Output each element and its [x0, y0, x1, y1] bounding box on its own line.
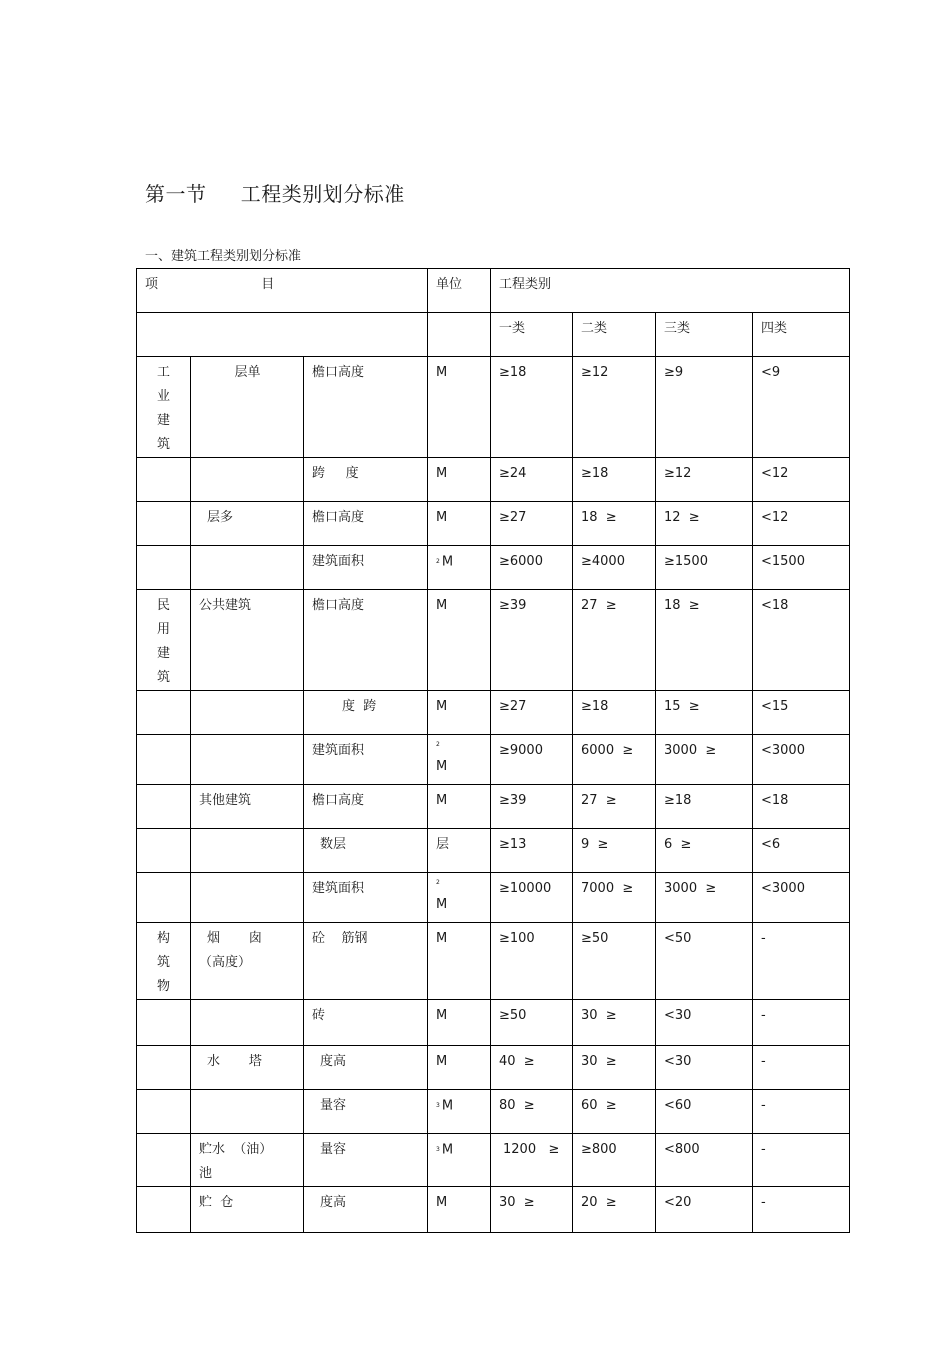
table-row [137, 590, 850, 691]
header-item: 项 目 [137, 269, 428, 313]
item-cell: 度 跨 [304, 691, 428, 735]
class2-cell: 6000 ≥ [573, 735, 656, 785]
group-blank [137, 1187, 191, 1233]
class1-cell: 80 ≥ [491, 1090, 573, 1134]
table-row [137, 502, 850, 546]
group-blank [137, 873, 191, 923]
group-char: 业 [156, 389, 170, 404]
class2-cell: ≥800 [573, 1134, 656, 1187]
class4-cell: <18 [753, 785, 850, 829]
table-row [137, 1090, 850, 1134]
header-blank [137, 313, 428, 357]
item-cell: 度高 [304, 1046, 428, 1090]
class4-cell: <3000 [753, 735, 850, 785]
class3-cell: ≥1500 [656, 546, 753, 590]
group-civil [137, 590, 191, 691]
class4-cell: - [753, 923, 850, 1000]
subgroup-cell: 其他建筑 [191, 785, 304, 829]
class4-cell: <15 [753, 691, 850, 735]
unit-superscript: 3 [436, 1146, 440, 1153]
unit-text: M [436, 759, 448, 774]
unit-cell [428, 873, 491, 923]
item-cell: 建筑面积 [304, 546, 428, 590]
group-blank [137, 502, 191, 546]
group-blank [137, 1090, 191, 1134]
subgroup-cell [191, 1000, 304, 1046]
unit-superscript: 2 [436, 879, 440, 886]
class3-cell: 3000 ≥ [656, 873, 753, 923]
subgroup-cell [191, 1090, 304, 1134]
header-row-2 [137, 313, 850, 357]
class1-cell: ≥6000 [491, 546, 573, 590]
item-cell: 建筑面积 [304, 735, 428, 785]
group-structures [137, 923, 191, 1000]
unit-cell: M [428, 1046, 491, 1090]
subgroup-line: 烟 囱 [207, 931, 262, 946]
subgroup-cell: 贮 仓 [191, 1187, 304, 1233]
table-row [137, 873, 850, 923]
class3-cell: <20 [656, 1187, 753, 1233]
class4-cell: <18 [753, 590, 850, 691]
item-cell: 檐口高度 [304, 502, 428, 546]
class1-cell: ≥27 [491, 502, 573, 546]
class1-cell: 40 ≥ [491, 1046, 573, 1090]
class3-cell: ≥9 [656, 357, 753, 458]
unit-cell: 层 [428, 829, 491, 873]
group-blank [137, 735, 191, 785]
unit-superscript: 2 [436, 558, 440, 565]
class4-cell: - [753, 1000, 850, 1046]
table-row [137, 458, 850, 502]
subgroup-cell [191, 735, 304, 785]
item-cell: 檐口高度 [304, 785, 428, 829]
class3-cell: <30 [656, 1000, 753, 1046]
group-char: 建 [156, 646, 170, 661]
header-class2: 二类 [573, 313, 656, 357]
group-char: 工 [156, 365, 170, 380]
subgroup-cell [191, 1134, 304, 1187]
group-blank [137, 1000, 191, 1046]
class2-cell: 7000 ≥ [573, 873, 656, 923]
class1-cell: ≥50 [491, 1000, 573, 1046]
class3-cell: 18 ≥ [656, 590, 753, 691]
subgroup-cell [191, 829, 304, 873]
item-cell: 度高 [304, 1187, 428, 1233]
class1-cell: ≥100 [491, 923, 573, 1000]
group-char: 筑 [156, 670, 170, 685]
unit-cell [428, 1134, 491, 1187]
class2-cell: 9 ≥ [573, 829, 656, 873]
class3-cell: 3000 ≥ [656, 735, 753, 785]
subgroup-line: 贮水 （油） [199, 1142, 273, 1157]
item-cell: 檐口高度 [304, 357, 428, 458]
subgroup-line: 池 [199, 1166, 213, 1181]
class1-cell: ≥18 [491, 357, 573, 458]
class4-cell: <12 [753, 458, 850, 502]
unit-cell: M [428, 1187, 491, 1233]
class3-cell: 15 ≥ [656, 691, 753, 735]
class1-cell: ≥39 [491, 785, 573, 829]
class1-cell: ≥9000 [491, 735, 573, 785]
unit-superscript: 3 [436, 1102, 440, 1109]
class4-cell: - [753, 1090, 850, 1134]
unit-cell: M [428, 357, 491, 458]
class4-cell: <9 [753, 357, 850, 458]
group-char: 筑 [156, 437, 170, 452]
class3-cell: 6 ≥ [656, 829, 753, 873]
unit-text: M [441, 554, 454, 570]
class2-cell: 20 ≥ [573, 1187, 656, 1233]
table-row [137, 691, 850, 735]
table-row [137, 829, 850, 873]
group-char: 民 [156, 598, 170, 613]
class2-cell: 60 ≥ [573, 1090, 656, 1134]
group-char: 物 [156, 979, 170, 994]
subgroup-cell [191, 691, 304, 735]
table-row [137, 923, 850, 1000]
class1-cell: ≥27 [491, 691, 573, 735]
unit-cell: M [428, 923, 491, 1000]
item-cell: 跨 度 [304, 458, 428, 502]
class4-cell: - [753, 1046, 850, 1090]
header-class4: 四类 [753, 313, 850, 357]
unit-cell: M [428, 502, 491, 546]
class4-cell: <1500 [753, 546, 850, 590]
unit-text: M [441, 1142, 454, 1158]
subgroup-cell: 层多 [191, 502, 304, 546]
group-industrial [137, 357, 191, 458]
class2-cell: ≥18 [573, 458, 656, 502]
class4-cell: <3000 [753, 873, 850, 923]
table-row [137, 1046, 850, 1090]
class1-cell: ≥39 [491, 590, 573, 691]
class1-cell: ≥13 [491, 829, 573, 873]
table-row [137, 785, 850, 829]
unit-cell [428, 546, 491, 590]
table-row [137, 546, 850, 590]
table-subtitle: 一、建筑工程类别划分标准 [145, 249, 302, 264]
class4-cell: - [753, 1187, 850, 1233]
group-blank [137, 829, 191, 873]
class2-cell: ≥50 [573, 923, 656, 1000]
item-cell: 数层 [304, 829, 428, 873]
item-cell: 量容 [304, 1134, 428, 1187]
class1-cell: 1200 ≥ [491, 1134, 573, 1187]
item-cell: 砼 筋钢 [304, 923, 428, 1000]
item-cell: 量容 [304, 1090, 428, 1134]
table-row [137, 1134, 850, 1187]
class1-cell: 30 ≥ [491, 1187, 573, 1233]
class3-cell: ≥18 [656, 785, 753, 829]
class2-cell: 27 ≥ [573, 590, 656, 691]
unit-superscript: 2 [436, 741, 440, 748]
group-char: 筑 [156, 955, 170, 970]
subgroup-cell [191, 546, 304, 590]
class1-cell: ≥24 [491, 458, 573, 502]
unit-cell: M [428, 785, 491, 829]
class3-cell: <60 [656, 1090, 753, 1134]
group-blank [137, 1046, 191, 1090]
class2-cell: ≥12 [573, 357, 656, 458]
group-blank [137, 458, 191, 502]
group-blank [137, 1134, 191, 1187]
group-char: 建 [156, 413, 170, 428]
class4-cell: - [753, 1134, 850, 1187]
unit-cell [428, 735, 491, 785]
class2-cell: 18 ≥ [573, 502, 656, 546]
class3-cell: 12 ≥ [656, 502, 753, 546]
subgroup-cell [191, 873, 304, 923]
table-row [137, 1187, 850, 1233]
section-title: 第一节 工程类别划分标准 [145, 182, 405, 206]
header-class1: 一类 [491, 313, 573, 357]
subgroup-cell: 水 塔 [191, 1046, 304, 1090]
header-unit: 单位 [428, 269, 491, 313]
classification-table [136, 268, 850, 1233]
subgroup-line: （高度） [199, 955, 252, 970]
unit-cell: M [428, 1000, 491, 1046]
table-row [137, 1000, 850, 1046]
class4-cell: <6 [753, 829, 850, 873]
class3-cell: <800 [656, 1134, 753, 1187]
subgroup-cell: 公共建筑 [191, 590, 304, 691]
header-class3: 三类 [656, 313, 753, 357]
class3-cell: <50 [656, 923, 753, 1000]
table-row [137, 735, 850, 785]
item-cell: 建筑面积 [304, 873, 428, 923]
group-blank [137, 785, 191, 829]
group-blank [137, 546, 191, 590]
item-cell: 檐口高度 [304, 590, 428, 691]
subgroup-cell [191, 923, 304, 1000]
header-unit-blank [428, 313, 491, 357]
group-char: 构 [156, 931, 170, 946]
class1-cell: ≥10000 [491, 873, 573, 923]
unit-cell: M [428, 590, 491, 691]
header-row-1 [137, 269, 850, 313]
unit-text: M [441, 1098, 454, 1114]
class2-cell: 27 ≥ [573, 785, 656, 829]
unit-text: M [436, 897, 448, 912]
subgroup-cell: 层单 [191, 357, 304, 458]
class2-cell: 30 ≥ [573, 1046, 656, 1090]
class2-cell: 30 ≥ [573, 1000, 656, 1046]
unit-cell [428, 1090, 491, 1134]
subgroup-cell [191, 458, 304, 502]
unit-cell: M [428, 458, 491, 502]
class3-cell: <30 [656, 1046, 753, 1090]
class3-cell: ≥12 [656, 458, 753, 502]
table-row [137, 357, 850, 458]
group-blank [137, 691, 191, 735]
header-category: 工程类别 [491, 269, 850, 313]
group-char: 用 [156, 622, 170, 637]
unit-cell: M [428, 691, 491, 735]
class2-cell: ≥4000 [573, 546, 656, 590]
item-cell: 砖 [304, 1000, 428, 1046]
class4-cell: <12 [753, 502, 850, 546]
class2-cell: ≥18 [573, 691, 656, 735]
